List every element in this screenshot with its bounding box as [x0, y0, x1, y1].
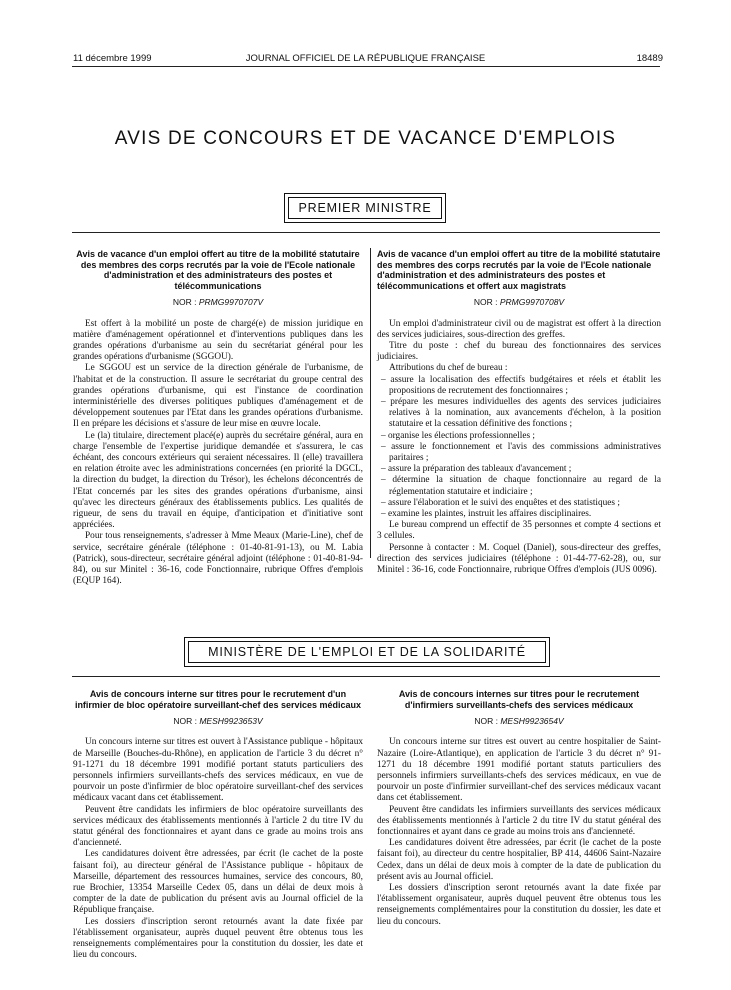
notice-paragraph: Les dossiers d'inscription seront retournés avant la date fixée par l'établissement organisateur, auprès duquel peuvent être obtenus tous les renseignements complémentaires pour la constitution du dossier, les date et lieu du concours. [73, 916, 363, 961]
header-journal-title: JOURNAL OFFICIEL DE LA RÉPUBLIQUE FRANÇAISE [245, 53, 486, 64]
list-item: – organise les élections professionnelles ; [381, 430, 535, 441]
notice-title: Avis de concours internes sur titres pour le recrutement d'infirmiers surveillants-chefs des services médicaux [398, 689, 640, 710]
notice-paragraph: Un concours interne sur titres est ouvert au centre hospitalier de Saint-Nazaire (Loire-Atlantique), en application de l'article 3 du décret n° 91-1271 du 18 décembre 1991 modifié portant statuts particuliers des personnels infirmiers surveillants-chefs des services médicaux, en vue de pourvoir un poste d'infirmier surveillant-chef des services médicaux vacant dans cet établissement. [377, 737, 661, 804]
header-rule [72, 66, 660, 67]
page-title: AVIS DE CONCOURS ET DE VACANCE D'EMPLOIS [114, 128, 617, 149]
nor-reference: NOR : MESH9923653V [173, 716, 263, 727]
notice-paragraph: Les dossiers d'inscription seront retournés avant la date fixée par l'établissement organisateur, auprès duquel peuvent être obtenus tous les renseignements complémentaires pour la constitution du dossier, les date et lieu du concours. [377, 883, 661, 927]
notice-title: Avis de vacance d'un emploi offert au titre de la mobilité statutaire des membres des corps recrutés par la voie de l'Ecole nationale d'administration et des administrateurs des postes et télécommunications et offert aux magistrats [377, 249, 661, 291]
list-item: – assure l'élaboration et le suivi des enquêtes et des statistiques ; [381, 497, 620, 508]
notice-paragraph: Le (la) titulaire, directement placé(e) auprès du secrétaire général, aura en charge l'ensemble de l'expertise juridique demandée et s'assurera, le cas échéant, des concours extérieurs qui seraient nécessaires. Il (elle) travaillera en relation étroite avec les administrations concernées (en priorité la DGCL, la direction du budget, la direction du Trésor), les échelons déconcentrés de l'Etat concernés par les sites des grandes opérations d'urbanisme, ainsi qu'avec les directeurs généraux des établissements publics. Les qualités de rigueur, de sens du travail en équipe, d'anticipation et d'initiative sont appréciées. [73, 430, 363, 531]
notice-paragraph: Peuvent être candidats les infirmiers de bloc opératoire surveillants des services médicaux des établissements mentionnés à l'article 2 du titre IV du statut général des fonctionnaires et ayant dans ce grade au moins trois ans d'ancienneté. [73, 804, 363, 849]
notice-paragraph: Le SGGOU est un service de la direction générale de l'urbanisme, de l'habitat et de la construction. Il assure le secrétariat du groupe central des grandes opérations d'urbanisme, qui est l'instance de coordination interministérielle des diverses politiques publiques d'aménagement et de développement soutenues par l'Etat dans les grandes opérations d'urbanisme. Il en prépare les décisions et s'assure de leur mise en œuvre locale. [73, 363, 363, 430]
notice-paragraph: Les candidatures doivent être adressées, par écrit (le cachet de la poste faisant foi), au directeur du centre hospitalier, BP 414, 44606 Saint-Nazaire Cedex, dans un délai de deux mois à compter de la date de publication du présent avis au Journal officiel. [377, 838, 661, 882]
notice-mobility-sggou [73, 249, 363, 587]
notice-paragraph: Est offert à la mobilité un poste de chargé(e) de mission juridique en matière d'aménagement opérationnel et d'interventions publiques dans les grandes opérations d'urbanisme au sein du secrétariat général pour les grandes opérations d'urbanisme (SGGOU). [73, 318, 363, 363]
notice-concours-saint-nazaire [377, 689, 661, 928]
notice-paragraph: Les candidatures doivent être adressées, par écrit (le cachet de la poste faisant foi), au directeur général de l'Assistance publique - hôpitaux de Marseille, département des ressources humaines, service des concours, 80, rue Brochier, 13354 Marseille Cedex 05, dans un délai de deux mois à compter de la date de publication du présent avis au Journal officiel de la République française. [73, 849, 363, 916]
notice-paragraph: Titre du poste : chef du bureau des fonctionnaires des services judiciaires. [377, 340, 661, 363]
notice-paragraph: Peuvent être candidats les infirmiers surveillants des services médicaux des établissements mentionnés à l'article 2 du titre IV du statut général des fonctionnaires et ayant dans ce grade au moins trois ans d'ancienneté. [377, 804, 661, 838]
notice-mobility-greffes [377, 249, 661, 576]
section-divider [72, 676, 660, 677]
notice-title: Avis de vacance d'un emploi offert au titre de la mobilité statutaire des membres des corps recrutés par la voie de l'Ecole nationale d'administration et des administrateurs des postes et télécommunications [76, 249, 360, 291]
attributions-list [377, 375, 661, 521]
header-page-number: 18489 [636, 53, 663, 64]
notice-concours-marseille [73, 689, 363, 961]
notice-paragraph: Personne à contacter : M. Coquel (Daniel), sous-directeur des greffes, direction des services judiciaires (téléphone : 01-44-77-62-28), ou, sur Minitel : 36-16, code Fonctionnaire, rubrique Offres d'emplois (JUS 0096). [377, 542, 661, 576]
list-item: – prépare les mesures individuelles des agents des services judiciaires relatives à la nomination, aux avancements d'échelon, à la position statutaire et la cessation définitive des fonctions ; [381, 397, 661, 430]
notice-paragraph: Attributions du chef de bureau : [389, 363, 508, 374]
header-date: 11 décembre 1999 [73, 53, 152, 64]
column-divider [370, 248, 371, 558]
section-divider [72, 232, 660, 233]
notice-paragraph: Pour tous renseignements, s'adresser à Mme Meaux (Marie-Line), chef de service, secrétaire générale (téléphone : 01-40-81-91-13), ou M. Labia (Patrick), sous-directeur, secrétaire général adjoint (téléphone : 01-40-81-94-84), ou sur Minitel : 36-16, code Fonctionnaire, rubrique Offres d'emplois (EQUP 164). [73, 531, 363, 587]
list-item: – détermine la situation de chaque fonctionnaire au regard de la réglementation statutaire et indiciaire ; [381, 475, 661, 497]
nor-reference: NOR : MESH9923654V [474, 716, 564, 727]
list-item: – assure le fonctionnement et l'avis des commissions administratives paritaires ; [381, 441, 661, 464]
ministry-heading-premier-ministre: PREMIER MINISTRE [288, 197, 442, 219]
notice-paragraph: Un emploi d'administrateur civil ou de magistrat est offert à la direction des services judiciaires, sous-direction des greffes. [377, 318, 661, 340]
nor-reference: NOR : PRMG9970708V [473, 297, 565, 308]
notice-paragraph: Le bureau comprend un effectif de 35 personnes et compte 4 sections et 3 cellules. [377, 520, 661, 542]
ministry-heading-emploi-solidarite: MINISTÈRE DE L'EMPLOI ET DE LA SOLIDARITÉ [188, 641, 546, 663]
list-item: – assure la préparation des tableaux d'avancement ; [381, 464, 572, 475]
notice-paragraph: Un concours interne sur titres est ouvert à l'Assistance publique - hôpitaux de Marseille (Bouches-du-Rhône), en application de l'article 3 du décret n° 91-1271 du 18 décembre 1991 modifié portant statuts particuliers des personnels infirmiers surveillants-chefs des services médicaux, en vue de pourvoir un poste d'infirmier de bloc opératoire surveillant-chef des services médicaux vacant dans cet établissement. [73, 737, 363, 804]
nor-reference: NOR : PRMG9970707V [172, 297, 264, 308]
list-item: – examine les plaintes, instruit les affaires disciplinaires. [381, 509, 592, 520]
notice-title: Avis de concours interne sur titres pour le recrutement d'un infirmier de bloc opératoire surveillant-chef des services médicaux [74, 689, 362, 710]
list-item: – assure la localisation des effectifs budgétaires et réels et établit les propositions de recrutement des fonctionnaires ; [381, 374, 661, 396]
